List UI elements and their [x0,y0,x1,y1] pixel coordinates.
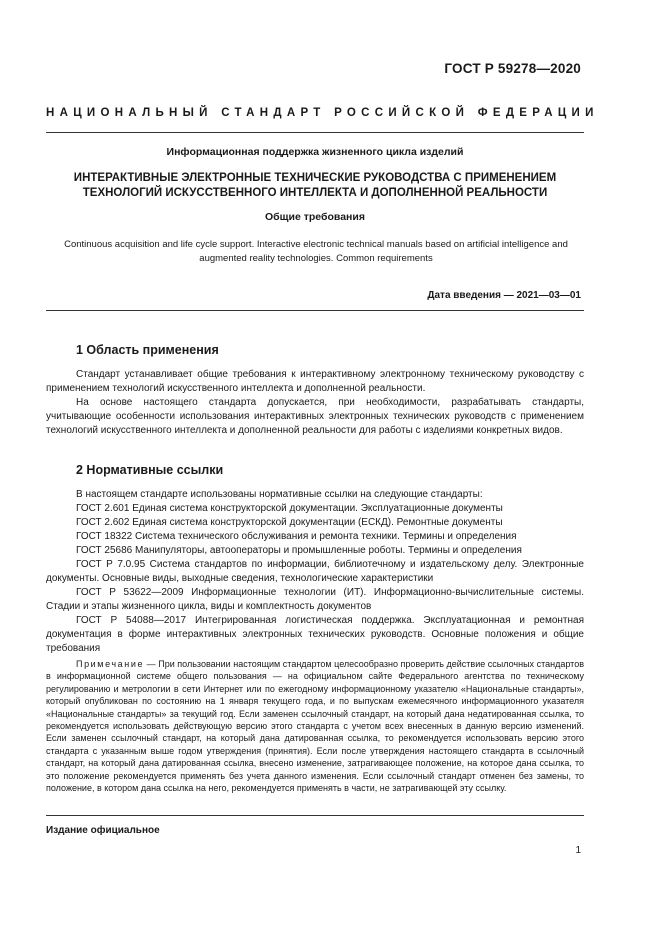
references-intro: В настоящем стандарте использованы нормативные ссылки на следующие стандарты: [76,489,483,500]
reference-item: ГОСТ 2.601 Единая система конструкторской документации. Эксплуатационные документы [76,503,503,514]
english-title [40,238,592,265]
english-title-line-2: augmented reality technologies. Common requirements [199,252,433,264]
references-list [46,488,584,656]
reference-item: ГОСТ Р 54088—2017 Интегрированная логистическая поддержка. Эксплуатационная и ремонтная документация в форме интерактивных электронных технических руководств. Основные положения и общие требования [46,615,584,654]
note-block [46,658,584,794]
reference-item: ГОСТ 18322 Система технического обслуживания и ремонта техники. Термины и определения [76,531,517,542]
document-subtitle: Информационная поддержка жизненного цикла изделий [166,146,464,158]
title-line-2: ТЕХНОЛОГИЙ ИСКУССТВЕННОГО ИНТЕЛЛЕКТА И ДОПОЛНЕННОЙ РЕАЛЬНОСТИ [82,186,548,199]
section-1-body [46,368,584,438]
section-1-paragraph: Стандарт устанавливает общие требования к интерактивному электронному техническому руководству с применением технологий искусственного интеллекта и дополненной реальности. [46,369,584,394]
national-standard-banner: НАЦИОНАЛЬНЫЙ СТАНДАРТ РОССИЙСКОЙ ФЕДЕРАЦИИ [46,107,599,119]
english-title-line-1: Continuous acquisition and life cycle support. Interactive electronic technical manuals based on artificial intelligence and [64,239,568,250]
section-1-paragraph: На основе настоящего стандарта допускается, при необходимости, разрабатывать стандарты, учитывающие особенности использования интерактивных электронных технических руководств с применением технологий искусственного интеллекта и дополненной реальности для работы с изделиями конкретных видов. [46,397,584,436]
document-title [46,171,584,200]
reference-item: ГОСТ Р 53622—2009 Информационные технологии (ИТ). Информационно-вычислительные системы. Стадии и этапы жизненного цикла, виды и комплектность документов [46,587,584,612]
middle-divider [46,310,584,311]
general-requirements-heading: Общие требования [265,211,365,223]
reference-item: ГОСТ 2.602 Единая система конструкторской документации (ЕСКД). Ремонтные документы [76,517,503,528]
bottom-divider [46,815,584,816]
reference-item: ГОСТ Р 7.0.95 Система стандартов по информации, библиотечному и издательскому делу. Электронные документы. Основные виды, выходные сведения, технологические характеристики [46,559,584,584]
introduction-date: Дата введения — 2021—03—01 [427,290,581,301]
top-divider [46,132,584,133]
note-label: Примечание [76,659,145,669]
section-2-heading: 2 Нормативные ссылки [76,463,224,477]
section-1-heading: 1 Область применения [76,343,219,357]
page-number: 1 [575,845,581,856]
document-code: ГОСТ Р 59278—2020 [444,61,581,76]
official-edition: Издание официальное [46,825,160,836]
note-text: — При пользовании настоящим стандартом целесообразно проверить действие ссылочных стандартов в информационной системе общего пользования — на официальном сайте Федерального агентства по техническому регулированию и метрологии в сети Интернет или по ежегодному информационному указателю «Национальные стандарты», который опубликован по состоянию на 1 января текущего года, и по выпускам ежемесячного информационного указателя «Национальные стандарты» за текущий год. Если заменен ссылочный стандарт, на который дана недатированная ссылка, то рекомендуется использовать действующую версию этого стандарта с учетом всех внесенных в данную версию изменений. Если заменен ссылочный стандарт, на который дана датированная ссылка, то рекомендуется использовать версию этого стандарта с указанным выше годом утверждения (принятия). Если после утверждения настоящего стандарта в ссылочный стандарт, на который дана датированная ссылка, внесено изменение, затрагивающее положение, на которое дана ссылка, то это положение рекомендуется применять без учета данного изменения. Если ссылочный стандарт отменен без замены, то положение, в котором дана ссылка на него, рекомендуется применять в части, не затрагивающей эту ссылку. [46,659,584,794]
reference-item: ГОСТ 25686 Манипуляторы, автооператоры и промышленные роботы. Термины и определения [76,545,522,556]
title-line-1: ИНТЕРАКТИВНЫЕ ЭЛЕКТРОННЫЕ ТЕХНИЧЕСКИЕ РУКОВОДСТВА С ПРИМЕНЕНИЕМ [73,172,557,184]
